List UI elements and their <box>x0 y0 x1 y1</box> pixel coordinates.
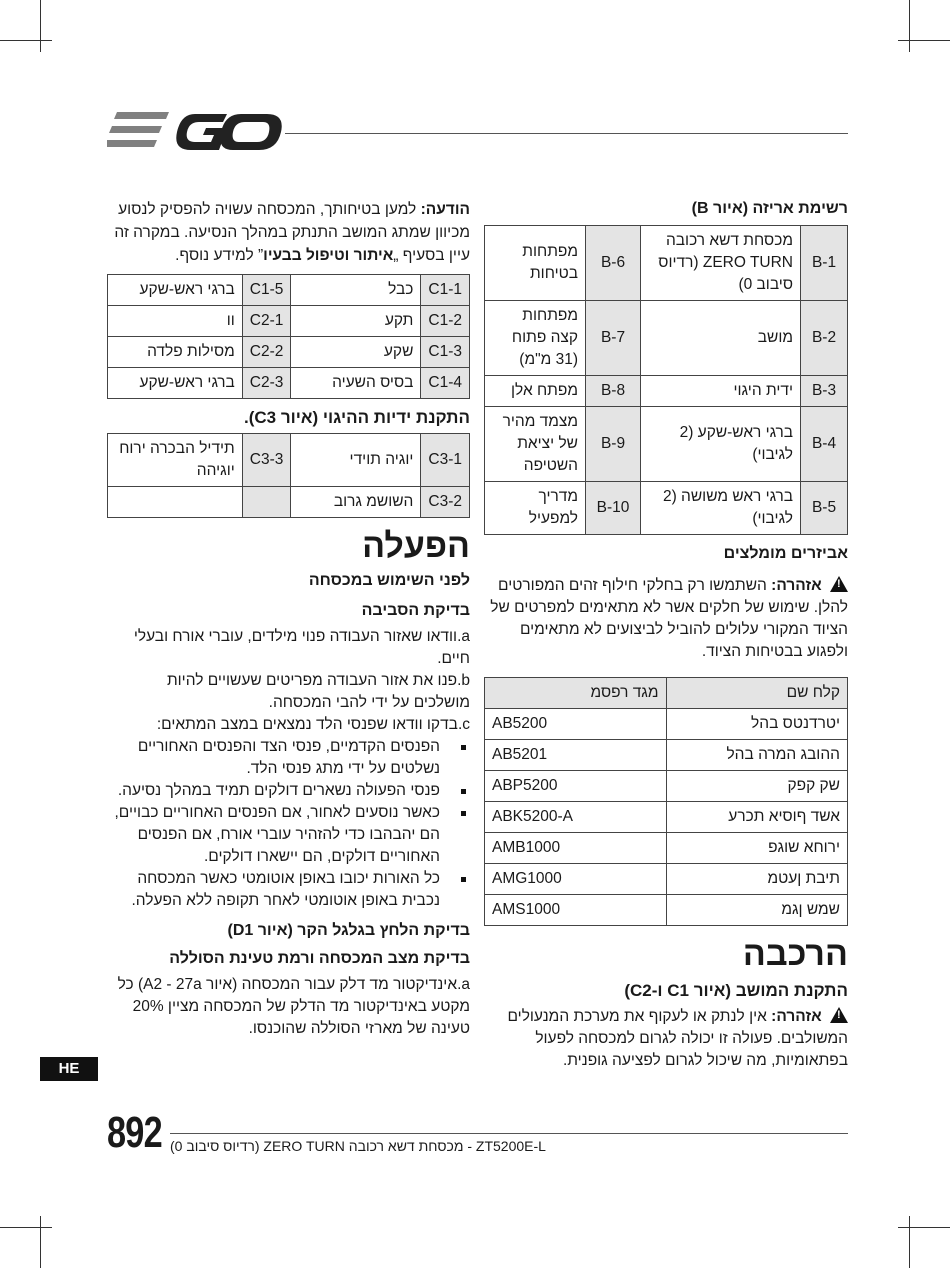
table-row <box>485 376 848 407</box>
part-code: B-2 <box>801 301 848 376</box>
part-code: B-1 <box>801 226 848 301</box>
list-item <box>107 714 470 736</box>
part-code: B-4 <box>801 407 848 482</box>
warning-icon <box>830 576 848 592</box>
footer-rule <box>170 1133 848 1134</box>
battery-item <box>107 974 470 1040</box>
steering-install-title: התקנת ידיות ההיגוי (איור C3). <box>244 408 470 427</box>
crop-mark <box>909 0 910 52</box>
area-check-title: בדיקת הסביבה <box>361 602 470 619</box>
table-row <box>485 709 848 740</box>
part-name: ברגי ראש משושה (2 לגיבוי) <box>641 482 801 535</box>
parts-table <box>484 677 848 926</box>
header-rule <box>285 133 848 134</box>
warning-icon <box>830 1007 848 1023</box>
seat-warning <box>484 1006 848 1072</box>
bullet-item: הפנסים הקדמיים, פנסי הצד והפנסים האחוריים נשלטים על ידי מתג פנסי הלד. <box>107 736 440 780</box>
crop-mark <box>40 0 41 52</box>
note-paragraph <box>107 198 470 267</box>
note-section-ref: איתור וטיפול בבעיו <box>263 247 394 264</box>
part-name: מכסחת דשא רכובה ZERO TURN (רדיוס סיבוב 0) <box>641 226 801 301</box>
right-column <box>484 198 848 1072</box>
part-model: AMS1000 <box>485 895 667 926</box>
accessories-title: אביזרים מומלצים <box>723 545 848 562</box>
part-name: מפתחות קצה פתוח (31 מ"מ) <box>485 301 586 376</box>
table-row <box>108 487 470 518</box>
list-item <box>107 626 470 670</box>
item-text: פנו את אזור העבודה מפריטים שעשויים להיות מושלכים על ידי להבי המכסחה. <box>166 672 470 711</box>
table-row <box>485 407 848 482</box>
part-name: תיבת ןעטמ <box>666 864 848 895</box>
part-name: שמש ןגמ <box>666 895 848 926</box>
table-row <box>485 301 848 376</box>
part-name: וו <box>108 306 243 337</box>
part-name <box>108 487 243 518</box>
assembly-title: הרכבה <box>742 935 848 973</box>
part-name: מפתח אלן <box>485 376 586 407</box>
part-model: AB5200 <box>485 709 667 740</box>
part-model: ABK5200-A <box>485 802 667 833</box>
item-text: בדקו וודאו שפנסי הלד נמצאים במצב המתאים: <box>156 716 458 733</box>
accessories-warning <box>484 575 848 663</box>
part-name: מפתחות בטיחות <box>485 226 586 301</box>
bullet-item: כאשר נוסעים לאחור, אם הפנסים האחוריים כבויים, הם יהבהבו כדי להזהיר עוברי אורח, אם הפנסים האחוריים דולקים, הם יישארו דולקים. <box>107 802 440 868</box>
part-code: C1-2 <box>421 306 470 337</box>
item-letter: c. <box>457 716 470 733</box>
crop-mark <box>0 40 52 41</box>
language-tab: HE <box>40 1057 98 1081</box>
part-name: שקע <box>291 337 421 368</box>
item-letter: a. <box>457 628 470 645</box>
before-use-title: לפני השימוש במכסחה <box>308 572 470 589</box>
warning-text: אין לנתק או לעקוף את מערכת המנעולים המשולבים. פעולה זו יכולה לגרום למכסחה לפעול בפתאומיות, מה שיכול לגרום לפציעה גופנית. <box>507 1008 848 1069</box>
table-row <box>108 306 470 337</box>
part-code: B-5 <box>801 482 848 535</box>
part-code: B-8 <box>586 376 641 407</box>
battery-check-title: בדיקת מצב המכסחה ורמת טעינת הסוללה <box>169 950 470 967</box>
ego-logo <box>107 108 282 156</box>
operation-title: הפעלה <box>362 527 470 565</box>
part-name: תקע <box>291 306 421 337</box>
part-name: מושב <box>641 301 801 376</box>
table-row <box>485 482 848 535</box>
table-row <box>108 434 470 487</box>
packing-list-table <box>484 225 848 535</box>
warning-label: אזהרה: <box>771 577 822 594</box>
note-tail: ” למידע נוסף. <box>175 247 264 264</box>
table-row <box>485 864 848 895</box>
part-code: B-3 <box>801 376 848 407</box>
part-name: יוגיה תוידי <box>291 434 421 487</box>
part-code: C1-1 <box>421 275 470 306</box>
part-name: בסיס השעיה <box>291 368 421 399</box>
part-name: מדריך למפעיל <box>485 482 586 535</box>
table-row <box>485 802 848 833</box>
part-model: AMB1000 <box>485 833 667 864</box>
table-row <box>108 337 470 368</box>
part-code: C1-4 <box>421 368 470 399</box>
table-row <box>108 275 470 306</box>
part-code: C2-2 <box>242 337 291 368</box>
warning-text: השתמשו רק בחלקי חילוף זהים המפורטים להלן. שימוש של חלקים אשר לא מתאימים למפרטים של הציוד המקורי עלולים להוביל לביצועים לא מתאימים ולפגוע בבטיחות הציוד. <box>490 577 848 660</box>
part-code: C3-2 <box>421 487 470 518</box>
seat-parts-table <box>107 274 470 399</box>
table-row <box>485 226 848 301</box>
part-name: מצמד מהיר של יציאת השטיפה <box>485 407 586 482</box>
bullet-item: פנסי הפעולה נשארים דולקים תמיד במהלך נסיעה. <box>107 780 440 802</box>
note-text: למען בטיחותך, המכסחה עשויה להפסיק לנסוע מכיוון שמתג המושב התנתק במהלך הנסיעה. במקרה זה עיין בסעיף „ <box>114 201 470 264</box>
crop-mark <box>0 1227 52 1228</box>
page-number: 892 <box>107 1108 162 1157</box>
crop-mark <box>898 40 950 41</box>
item-text: וודאו שאזור העבודה פנוי מילדים, עוברי אורח ובעלי חיים. <box>133 628 470 667</box>
part-name: ירוחא שוגפ <box>666 833 848 864</box>
part-code: B-6 <box>586 226 641 301</box>
crop-mark <box>909 1216 910 1268</box>
part-code: B-10 <box>586 482 641 535</box>
parts-header-name: קלח שם <box>666 678 848 709</box>
area-check-list <box>107 626 470 736</box>
warning-label: אזהרה: <box>771 1008 822 1025</box>
part-model: AB5201 <box>485 740 667 771</box>
bullet-item: כל האורות יכובו באופן אוטומטי כאשר המכסחה נכבית באופן אוטומטי לאחר תקופה ללא הפעלה. <box>107 868 440 912</box>
part-code <box>242 487 291 518</box>
part-name: תידיל הבכרה ירוח יוגיהה <box>108 434 243 487</box>
light-bullet-list <box>107 736 470 912</box>
part-name: ברגי ראש-שקע <box>108 368 243 399</box>
crop-mark <box>40 1216 41 1268</box>
part-name: כבל <box>291 275 421 306</box>
table-row <box>485 895 848 926</box>
pressure-check-title: בדיקת הלחץ בגלגל הקר (איור D1) <box>227 922 470 939</box>
seat-install-title: התקנת המושב (איור C1 ו-C2) <box>624 981 848 1000</box>
part-name: ברגי ראש-שקע (2 לגיבוי) <box>641 407 801 482</box>
footer-text: ZT5200E-L - מכסחת דשא רכובה ZERO TURN (רדיוס סיבוב 0) <box>170 1138 546 1154</box>
part-code: B-7 <box>586 301 641 376</box>
part-code: C2-1 <box>242 306 291 337</box>
part-name: שק קפק <box>666 771 848 802</box>
part-name: השושמ גרוב <box>291 487 421 518</box>
part-name: יטרדנטס בהל <box>666 709 848 740</box>
parts-header-row <box>485 678 848 709</box>
left-column <box>107 198 470 1040</box>
part-code: C1-5 <box>242 275 291 306</box>
steering-parts-table <box>107 433 470 518</box>
parts-header-model: מגד רפסמ <box>485 678 667 709</box>
part-code: B-9 <box>586 407 641 482</box>
item-letter: b. <box>457 672 470 689</box>
item-letter: a. <box>457 976 470 993</box>
part-name: ידית היגוי <box>641 376 801 407</box>
note-label: הודעה: <box>420 201 470 218</box>
table-row <box>485 833 848 864</box>
part-name: ההובג המרה בהל <box>666 740 848 771</box>
part-code: C3-1 <box>421 434 470 487</box>
crop-mark <box>898 1227 950 1228</box>
part-code: C2-3 <box>242 368 291 399</box>
part-name: אשד ףוסיא תכרע <box>666 802 848 833</box>
part-code: C1-3 <box>421 337 470 368</box>
part-code: C3-3 <box>242 434 291 487</box>
part-name: מסילות פלדה <box>108 337 243 368</box>
part-model: ABP5200 <box>485 771 667 802</box>
table-row <box>108 368 470 399</box>
list-item <box>107 670 470 714</box>
table-row <box>485 771 848 802</box>
part-model: AMG1000 <box>485 864 667 895</box>
item-text: אינדיקטור מד דלק עבור המכסחה (איור A2 - 27a) כל מקטע באינדיקטור מד הדלק של המכסחה מציין 20% טעינה של מארזי הסוללה שהוכנסו. <box>117 976 470 1037</box>
table-row <box>485 740 848 771</box>
part-name: ברגי ראש-שקע <box>108 275 243 306</box>
packing-list-title: רשימת אריזה (איור B) <box>691 200 848 217</box>
